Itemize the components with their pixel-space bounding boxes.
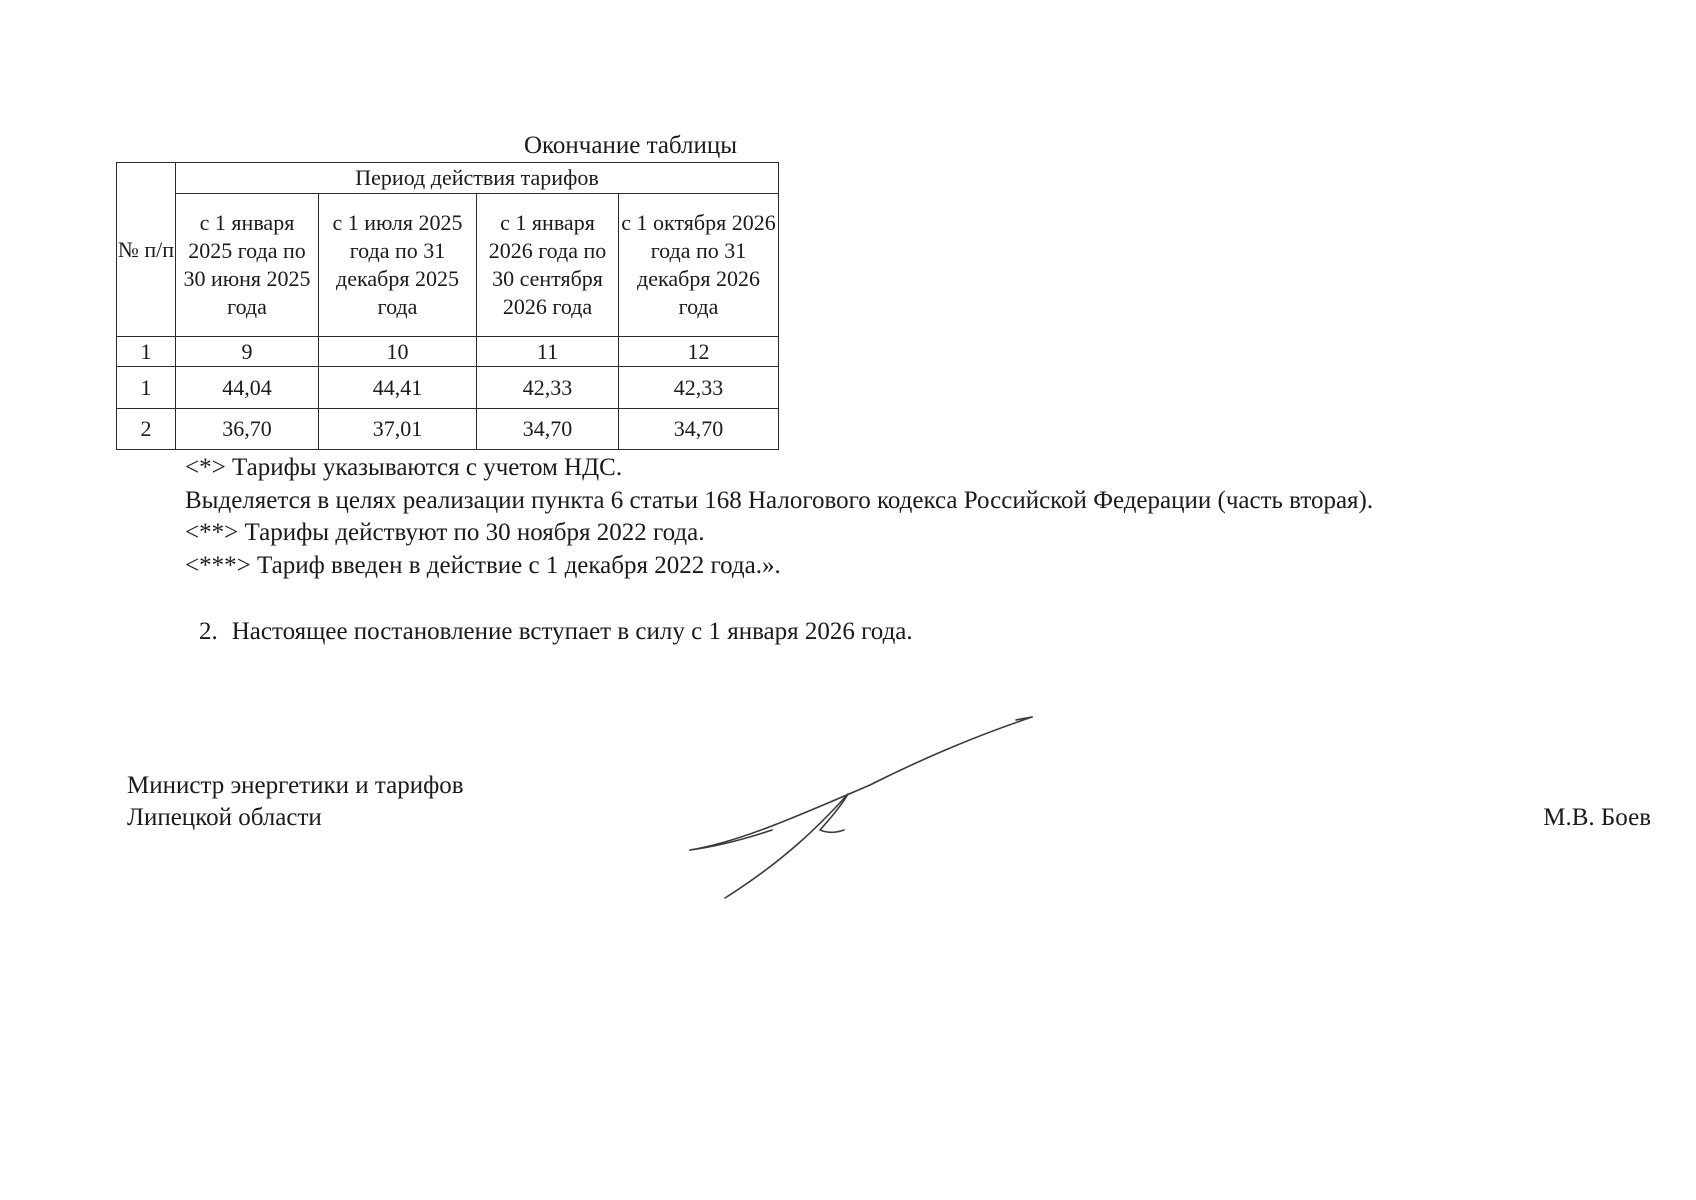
table-cell: 37,01 — [319, 409, 477, 450]
period-cell-2: с 1 июля 2025 года по 31 декабря 2025 года — [319, 194, 477, 337]
table-row — [117, 367, 779, 409]
clause-number: 2. — [199, 618, 218, 645]
period-cell-3: с 1 января 2026 года по 30 сентября 2026 года — [477, 194, 619, 337]
table-cell: 2 — [117, 409, 176, 450]
column-number-cell: 9 — [176, 337, 319, 367]
period-cell-4: с 1 октября 2026 года по 31 декабря 2026 года — [619, 194, 779, 337]
table-cell: 34,70 — [619, 409, 779, 450]
table-cell: 36,70 — [176, 409, 319, 450]
note-valid-until: <**> Тарифы действуют по 30 ноября 2022 года. — [185, 519, 705, 546]
handwritten-signature — [680, 700, 1050, 910]
tariff-table — [116, 162, 779, 450]
note-effective-from: <***> Тариф введен в действие с 1 декабря 2022 года.». — [185, 551, 781, 579]
table-period-row — [117, 194, 779, 337]
table-cell: 42,33 — [619, 367, 779, 409]
table-header-row — [117, 163, 779, 194]
signer-title — [127, 770, 464, 834]
header-cell-period: Период действия тарифов — [176, 163, 779, 194]
signer-name: М.В. Боев — [1543, 804, 1651, 831]
table-cell: 42,33 — [477, 367, 619, 409]
table-notes — [185, 452, 1373, 582]
table-cell: 34,70 — [477, 409, 619, 450]
clause-2 — [199, 617, 913, 647]
table-cell: 44,04 — [176, 367, 319, 409]
period-cell-1: с 1 января 2025 года по 30 июня 2025 года — [176, 194, 319, 337]
column-number-cell: 1 — [117, 337, 176, 367]
clause-text: Настоящее постановление вступает в силу с 1 января 2026 года. — [231, 618, 913, 645]
signer-title-line-2: Липецкой области — [127, 804, 322, 831]
note-tax-code: Выделяется в целях реализации пункта 6 статьи 168 Налогового кодекса Российской Федерации (часть вторая). — [185, 486, 1374, 514]
signer-title-line-1: Министр энергетики и тарифов — [127, 772, 464, 799]
table-caption: Окончание таблицы — [524, 132, 738, 159]
column-number-cell: 10 — [319, 337, 477, 367]
column-number-cell: 11 — [477, 337, 619, 367]
table-column-numbers-row — [117, 337, 779, 367]
column-number-cell: 12 — [619, 337, 779, 367]
table-cell: 1 — [117, 367, 176, 409]
table-row — [117, 409, 779, 450]
header-cell-number: № п/п — [117, 163, 176, 337]
note-vat: <*> Тарифы указываются с учетом НДС. — [185, 454, 623, 481]
table-cell: 44,41 — [319, 367, 477, 409]
